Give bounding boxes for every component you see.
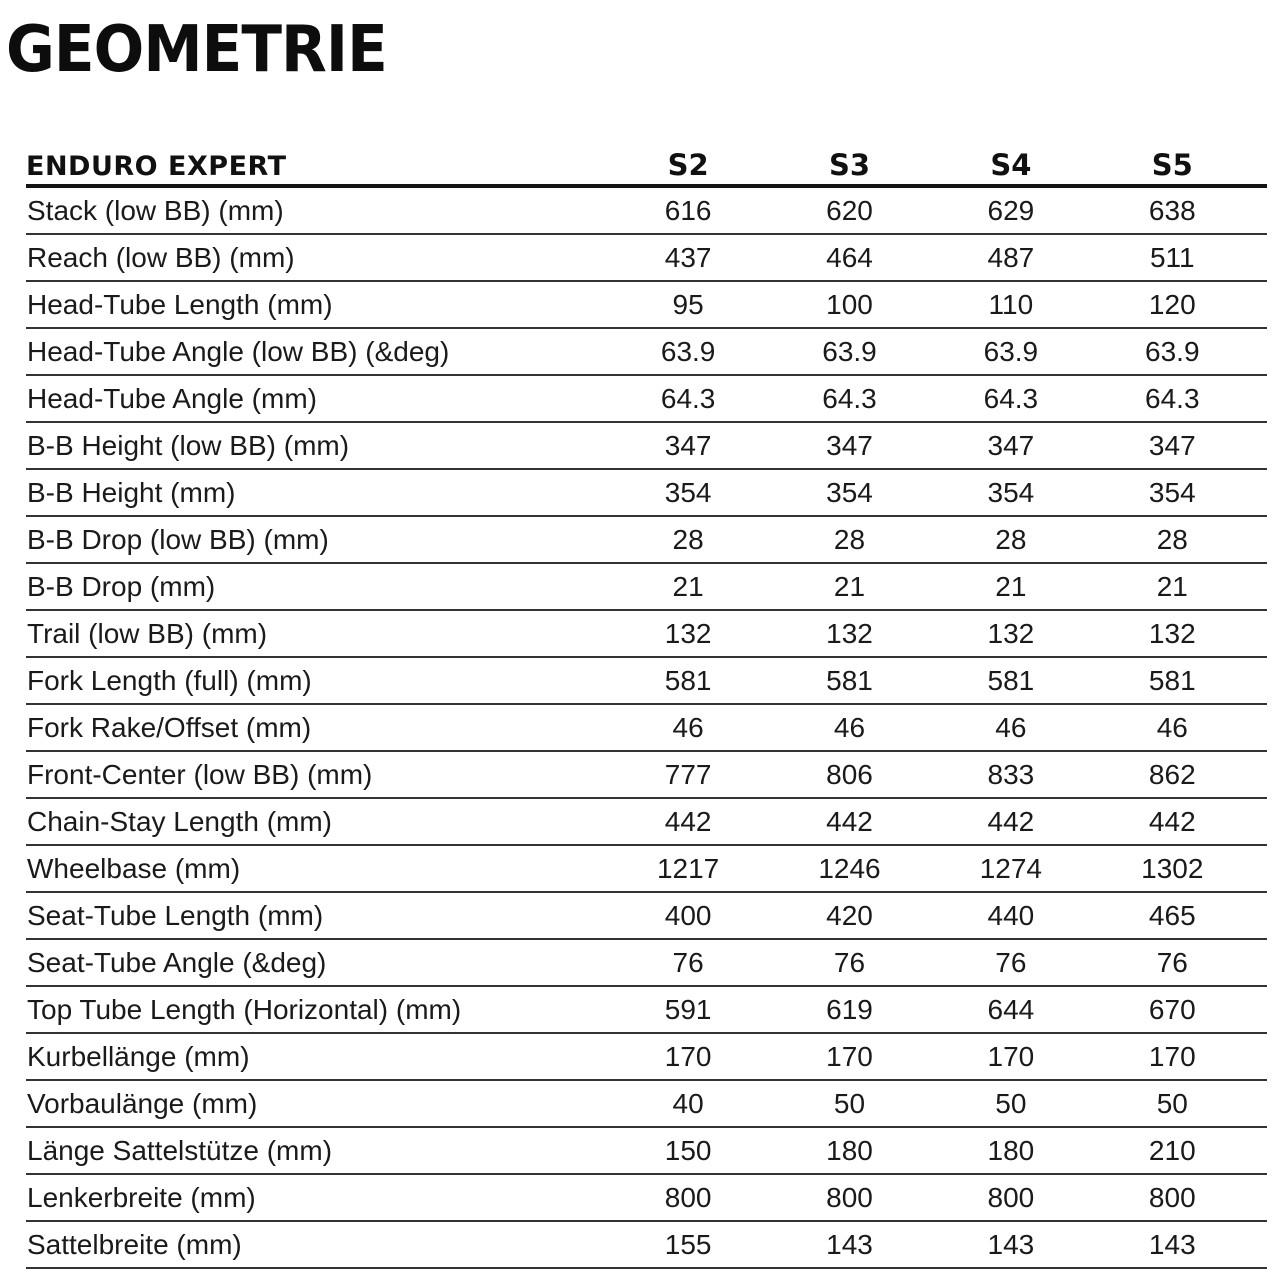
value-cell-s4: 833 [944, 751, 1105, 798]
table-row [26, 845, 1267, 892]
value-cell-s2: 800 [621, 1174, 782, 1221]
table-row [26, 1174, 1267, 1221]
value-cell-s4: 800 [944, 1174, 1105, 1221]
value-cell-s5: 76 [1106, 939, 1267, 986]
value-cell-s4: 143 [944, 1221, 1105, 1268]
row-label: Vorbaulänge (mm) [26, 1080, 621, 1127]
value-cell-s2: 354 [621, 469, 782, 516]
value-cell-s5: 862 [1106, 751, 1267, 798]
size-header-s3: S3 [783, 140, 944, 186]
page-title: GEOMETRIE [6, 13, 387, 87]
value-cell-s5: 21 [1106, 563, 1267, 610]
value-cell-s3: 21 [783, 563, 944, 610]
value-cell-s5: 1302 [1106, 845, 1267, 892]
table-header-row [26, 140, 1267, 186]
value-cell-s4: 170 [944, 1033, 1105, 1080]
value-cell-s3: 180 [783, 1127, 944, 1174]
value-cell-s4: 50 [944, 1080, 1105, 1127]
row-label: B-B Height (low BB) (mm) [26, 422, 621, 469]
value-cell-s3: 132 [783, 610, 944, 657]
value-cell-s5: 63.9 [1106, 328, 1267, 375]
value-cell-s4: 354 [944, 469, 1105, 516]
value-cell-s4: 76 [944, 939, 1105, 986]
value-cell-s3: 354 [783, 469, 944, 516]
value-cell-s3: 442 [783, 798, 944, 845]
row-label: Fork Rake/Offset (mm) [26, 704, 621, 751]
value-cell-s2: 581 [621, 657, 782, 704]
value-cell-s2: 21 [621, 563, 782, 610]
table-row [26, 469, 1267, 516]
value-cell-s5: 800 [1106, 1174, 1267, 1221]
table-row [26, 657, 1267, 704]
row-label: Head-Tube Angle (mm) [26, 375, 621, 422]
value-cell-s5: 581 [1106, 657, 1267, 704]
value-cell-s5: 120 [1106, 281, 1267, 328]
value-cell-s3: 581 [783, 657, 944, 704]
row-label: Wheelbase (mm) [26, 845, 621, 892]
row-label: B-B Height (mm) [26, 469, 621, 516]
table-row [26, 986, 1267, 1033]
table-row [26, 1033, 1267, 1080]
value-cell-s3: 806 [783, 751, 944, 798]
value-cell-s3: 100 [783, 281, 944, 328]
table-row [26, 516, 1267, 563]
value-cell-s4: 581 [944, 657, 1105, 704]
value-cell-s3: 76 [783, 939, 944, 986]
row-label: Top Tube Length (Horizontal) (mm) [26, 986, 621, 1033]
table-row [26, 422, 1267, 469]
value-cell-s2: 591 [621, 986, 782, 1033]
value-cell-s3: 420 [783, 892, 944, 939]
size-header-s4: S4 [944, 140, 1105, 186]
row-label: Front-Center (low BB) (mm) [26, 751, 621, 798]
table-row [26, 1221, 1267, 1268]
value-cell-s2: 437 [621, 234, 782, 281]
value-cell-s4: 440 [944, 892, 1105, 939]
table-row [26, 1127, 1267, 1174]
value-cell-s4: 644 [944, 986, 1105, 1033]
row-label: Seat-Tube Angle (&deg) [26, 939, 621, 986]
row-label: Sattelbreite (mm) [26, 1221, 621, 1268]
value-cell-s3: 464 [783, 234, 944, 281]
value-cell-s3: 1246 [783, 845, 944, 892]
row-label: B-B Drop (mm) [26, 563, 621, 610]
value-cell-s4: 629 [944, 186, 1105, 234]
table-row [26, 892, 1267, 939]
table-row [26, 798, 1267, 845]
value-cell-s4: 442 [944, 798, 1105, 845]
value-cell-s3: 619 [783, 986, 944, 1033]
value-cell-s2: 63.9 [621, 328, 782, 375]
row-label: Seat-Tube Length (mm) [26, 892, 621, 939]
value-cell-s3: 46 [783, 704, 944, 751]
value-cell-s2: 777 [621, 751, 782, 798]
value-cell-s5: 143 [1106, 1221, 1267, 1268]
value-cell-s5: 347 [1106, 422, 1267, 469]
value-cell-s4: 64.3 [944, 375, 1105, 422]
geometry-table-body [26, 186, 1267, 1268]
value-cell-s5: 64.3 [1106, 375, 1267, 422]
row-label: Fork Length (full) (mm) [26, 657, 621, 704]
value-cell-s4: 28 [944, 516, 1105, 563]
value-cell-s5: 511 [1106, 234, 1267, 281]
value-cell-s4: 180 [944, 1127, 1105, 1174]
table-row [26, 751, 1267, 798]
table-row [26, 328, 1267, 375]
table-row [26, 186, 1267, 234]
row-label: Head-Tube Angle (low BB) (&deg) [26, 328, 621, 375]
value-cell-s2: 442 [621, 798, 782, 845]
table-row [26, 610, 1267, 657]
row-label: Länge Sattelstütze (mm) [26, 1127, 621, 1174]
value-cell-s4: 132 [944, 610, 1105, 657]
value-cell-s5: 354 [1106, 469, 1267, 516]
value-cell-s2: 1217 [621, 845, 782, 892]
table-row [26, 563, 1267, 610]
value-cell-s3: 63.9 [783, 328, 944, 375]
row-label: Reach (low BB) (mm) [26, 234, 621, 281]
value-cell-s2: 170 [621, 1033, 782, 1080]
value-cell-s3: 800 [783, 1174, 944, 1221]
table-row [26, 939, 1267, 986]
value-cell-s2: 28 [621, 516, 782, 563]
value-cell-s5: 442 [1106, 798, 1267, 845]
model-name-header: ENDURO EXPERT [26, 140, 621, 186]
value-cell-s2: 46 [621, 704, 782, 751]
value-cell-s4: 347 [944, 422, 1105, 469]
row-label: B-B Drop (low BB) (mm) [26, 516, 621, 563]
value-cell-s5: 670 [1106, 986, 1267, 1033]
value-cell-s3: 50 [783, 1080, 944, 1127]
table-row [26, 704, 1267, 751]
value-cell-s5: 132 [1106, 610, 1267, 657]
value-cell-s5: 28 [1106, 516, 1267, 563]
value-cell-s2: 155 [621, 1221, 782, 1268]
value-cell-s2: 95 [621, 281, 782, 328]
value-cell-s5: 638 [1106, 186, 1267, 234]
value-cell-s4: 487 [944, 234, 1105, 281]
value-cell-s5: 210 [1106, 1127, 1267, 1174]
value-cell-s3: 170 [783, 1033, 944, 1080]
value-cell-s5: 170 [1106, 1033, 1267, 1080]
value-cell-s2: 616 [621, 186, 782, 234]
value-cell-s3: 347 [783, 422, 944, 469]
value-cell-s5: 46 [1106, 704, 1267, 751]
value-cell-s5: 50 [1106, 1080, 1267, 1127]
value-cell-s2: 132 [621, 610, 782, 657]
value-cell-s2: 76 [621, 939, 782, 986]
table-row [26, 281, 1267, 328]
value-cell-s2: 400 [621, 892, 782, 939]
value-cell-s4: 46 [944, 704, 1105, 751]
geometry-table [26, 140, 1267, 1269]
value-cell-s5: 465 [1106, 892, 1267, 939]
value-cell-s4: 21 [944, 563, 1105, 610]
row-label: Kurbellänge (mm) [26, 1033, 621, 1080]
value-cell-s2: 64.3 [621, 375, 782, 422]
row-label: Trail (low BB) (mm) [26, 610, 621, 657]
row-label: Head-Tube Length (mm) [26, 281, 621, 328]
value-cell-s3: 143 [783, 1221, 944, 1268]
value-cell-s4: 110 [944, 281, 1105, 328]
table-row [26, 375, 1267, 422]
table-row [26, 1080, 1267, 1127]
value-cell-s4: 1274 [944, 845, 1105, 892]
value-cell-s3: 620 [783, 186, 944, 234]
value-cell-s2: 150 [621, 1127, 782, 1174]
size-header-s2: S2 [621, 140, 782, 186]
table-row [26, 234, 1267, 281]
row-label: Lenkerbreite (mm) [26, 1174, 621, 1221]
size-header-s5: S5 [1106, 140, 1267, 186]
value-cell-s3: 28 [783, 516, 944, 563]
value-cell-s4: 63.9 [944, 328, 1105, 375]
value-cell-s2: 347 [621, 422, 782, 469]
row-label: Stack (low BB) (mm) [26, 186, 621, 234]
value-cell-s3: 64.3 [783, 375, 944, 422]
row-label: Chain-Stay Length (mm) [26, 798, 621, 845]
value-cell-s2: 40 [621, 1080, 782, 1127]
